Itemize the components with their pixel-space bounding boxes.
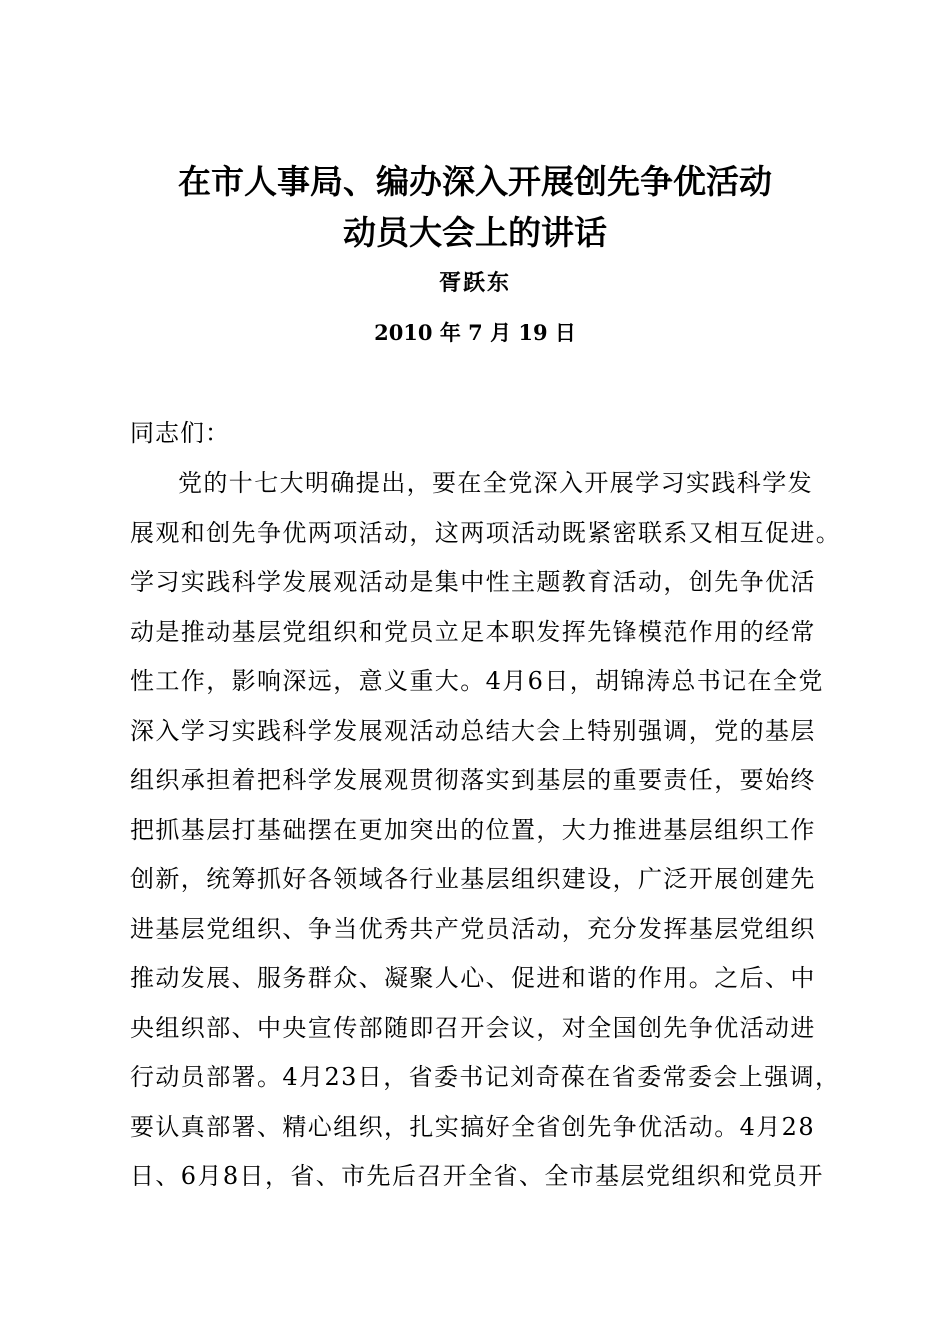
document-title-line-1: 在市人事局、编办深入开展创先争优活动 [178, 162, 772, 201]
body-line: 推动发展、服务群众、凝聚人心、促进和谐的作用。之后、中 [130, 964, 816, 992]
author-name: 胥跃东 [438, 270, 511, 296]
speech-date: 2010 年 7 月 19 日 [374, 320, 576, 345]
body-line: 行动员部署。4月23日，省委书记刘奇葆在省委常委会上强调， [130, 1063, 841, 1091]
body-line: 展观和创先争优两项活动，这两项活动既紧密联系又相互促进。 [130, 519, 842, 547]
body-line: 要认真部署、精心组织，扎实搞好全省创先争优活动。4月28 [130, 1113, 816, 1141]
body-line: 日、6月8日，省、市先后召开全省、全市基层党组织和党员开 [130, 1162, 824, 1190]
body-line: 党的十七大明确提出，要在全党深入开展学习实践科学发 [178, 469, 813, 497]
document-title-line-2: 动员大会上的讲话 [343, 213, 607, 252]
body-line: 把抓基层打基础摆在更加突出的位置，大力推进基层组织工作 [130, 816, 816, 844]
body-line: 性工作，影响深远，意义重大。4月6日，胡锦涛总书记在全党 [130, 667, 824, 695]
body-line: 动是推动基层党组织和党员立足本职发挥先锋模范作用的经常 [130, 618, 816, 646]
body-line: 深入学习实践科学发展观活动总结大会上特别强调，党的基层 [130, 717, 816, 745]
body-line: 学习实践科学发展观活动是集中性主题教育活动，创先争优活 [130, 568, 816, 596]
body-line: 组织承担着把科学发展观贯彻落实到基层的重要责任，要始终 [130, 766, 816, 794]
body-line: 创新，统筹抓好各领域各行业基层组织建设，广泛开展创建先 [130, 865, 816, 893]
body-line: 央组织部、中央宣传部随即召开会议，对全国创先争优活动进 [130, 1014, 816, 1042]
salutation: 同志们： [130, 419, 230, 447]
body-line: 进基层党组织、争当优秀共产党员活动，充分发挥基层党组织 [130, 915, 816, 943]
